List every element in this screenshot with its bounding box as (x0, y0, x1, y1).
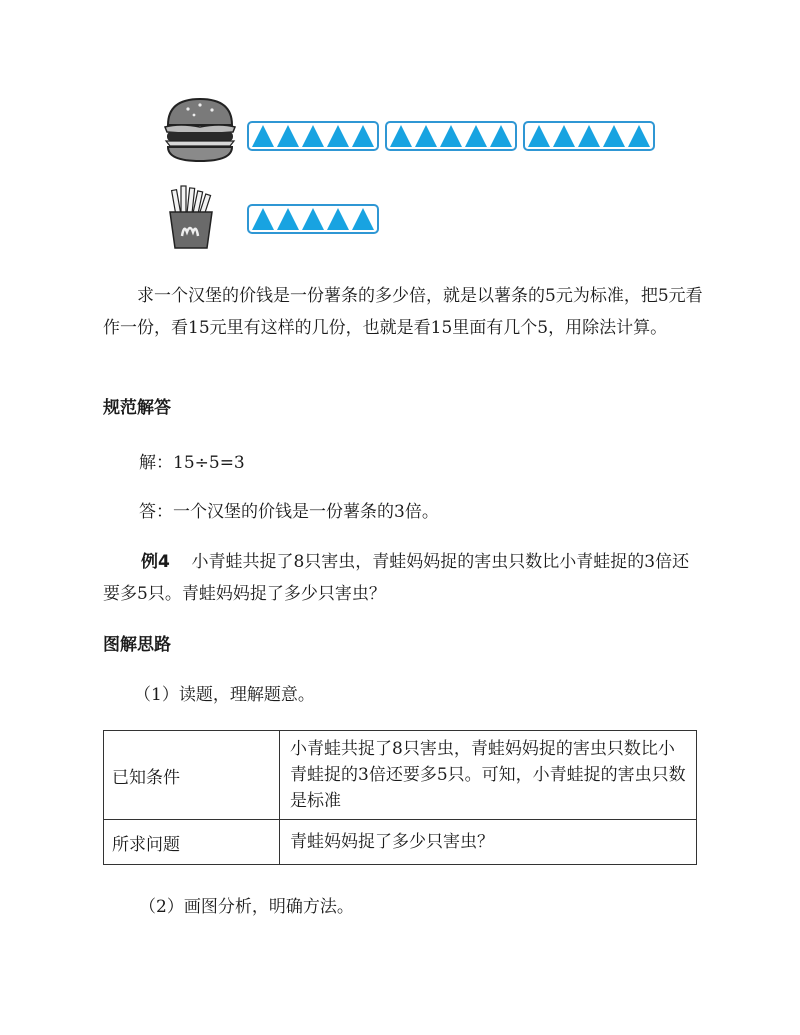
triangle-icon (390, 125, 412, 147)
triangle-icon (528, 125, 550, 147)
triangle-group-box (523, 121, 655, 151)
triangle-icon (277, 125, 299, 147)
triangle-icon (628, 125, 650, 147)
triangle-icon (440, 125, 462, 147)
triangle-group-box (247, 204, 379, 234)
explanation-paragraph: 求一个汉堡的价钱是一份薯条的多少倍，就是以薯条的5元为标准，把5元看作一份，看15元里有这样的几份，也就是看15里面有几个5，用除法计算。 (103, 286, 703, 338)
triangle-icon (252, 208, 274, 230)
triangle-icon (302, 208, 324, 230)
triangle-icon (465, 125, 487, 147)
table-content-cell: 小青蛙共捉了8只害虫，青蛙妈妈捉的害虫只数比小青蛙捉的3倍还要多5只。可知，小青蛙捉的害虫只数是标准 (280, 731, 697, 820)
answer-line: 答：一个汉堡的价钱是一份薯条的3倍。 (139, 502, 439, 522)
triangle-group-box (247, 121, 379, 151)
triangle-icon (327, 125, 349, 147)
solution-line: 解：15÷5=3 (139, 453, 245, 473)
triangle-icon (252, 125, 274, 147)
table-row (104, 731, 697, 820)
example-text: 小青蛙共捉了8只害虫，青蛙妈妈捉的害虫只数比小青蛙捉的3倍还要多5只。青蛙妈妈捉了多少只害虫？ (103, 552, 690, 604)
triangle-group-box (385, 121, 517, 151)
triangle-icon (277, 208, 299, 230)
triangle-icon (603, 125, 625, 147)
condition-table (103, 730, 697, 865)
table-content-cell: 青蛙妈妈捉了多少只害虫？ (280, 820, 697, 865)
fries-triangle-groups (247, 204, 379, 234)
triangle-icon (553, 125, 575, 147)
table-row (104, 820, 697, 865)
solution-heading: 规范解答 (103, 398, 171, 418)
french-fries-icon (160, 184, 222, 250)
triangle-icon (578, 125, 600, 147)
triangle-icon (352, 125, 374, 147)
example-paragraph (103, 546, 703, 610)
triangle-icon (415, 125, 437, 147)
triangle-icon (302, 125, 324, 147)
triangle-icon (327, 208, 349, 230)
triangle-icon (352, 208, 374, 230)
table-label-cell: 已知条件 (104, 731, 280, 820)
step-two: （2）画图分析，明确方法。 (139, 897, 354, 917)
hamburger-icon (160, 95, 240, 163)
step-one: （1）读题，理解题意。 (134, 685, 315, 705)
table-label-cell: 所求问题 (104, 820, 280, 865)
example-label: 例4 (141, 552, 170, 572)
analysis-heading: 图解思路 (103, 635, 171, 655)
burger-triangle-groups (247, 121, 655, 151)
triangle-icon (490, 125, 512, 147)
